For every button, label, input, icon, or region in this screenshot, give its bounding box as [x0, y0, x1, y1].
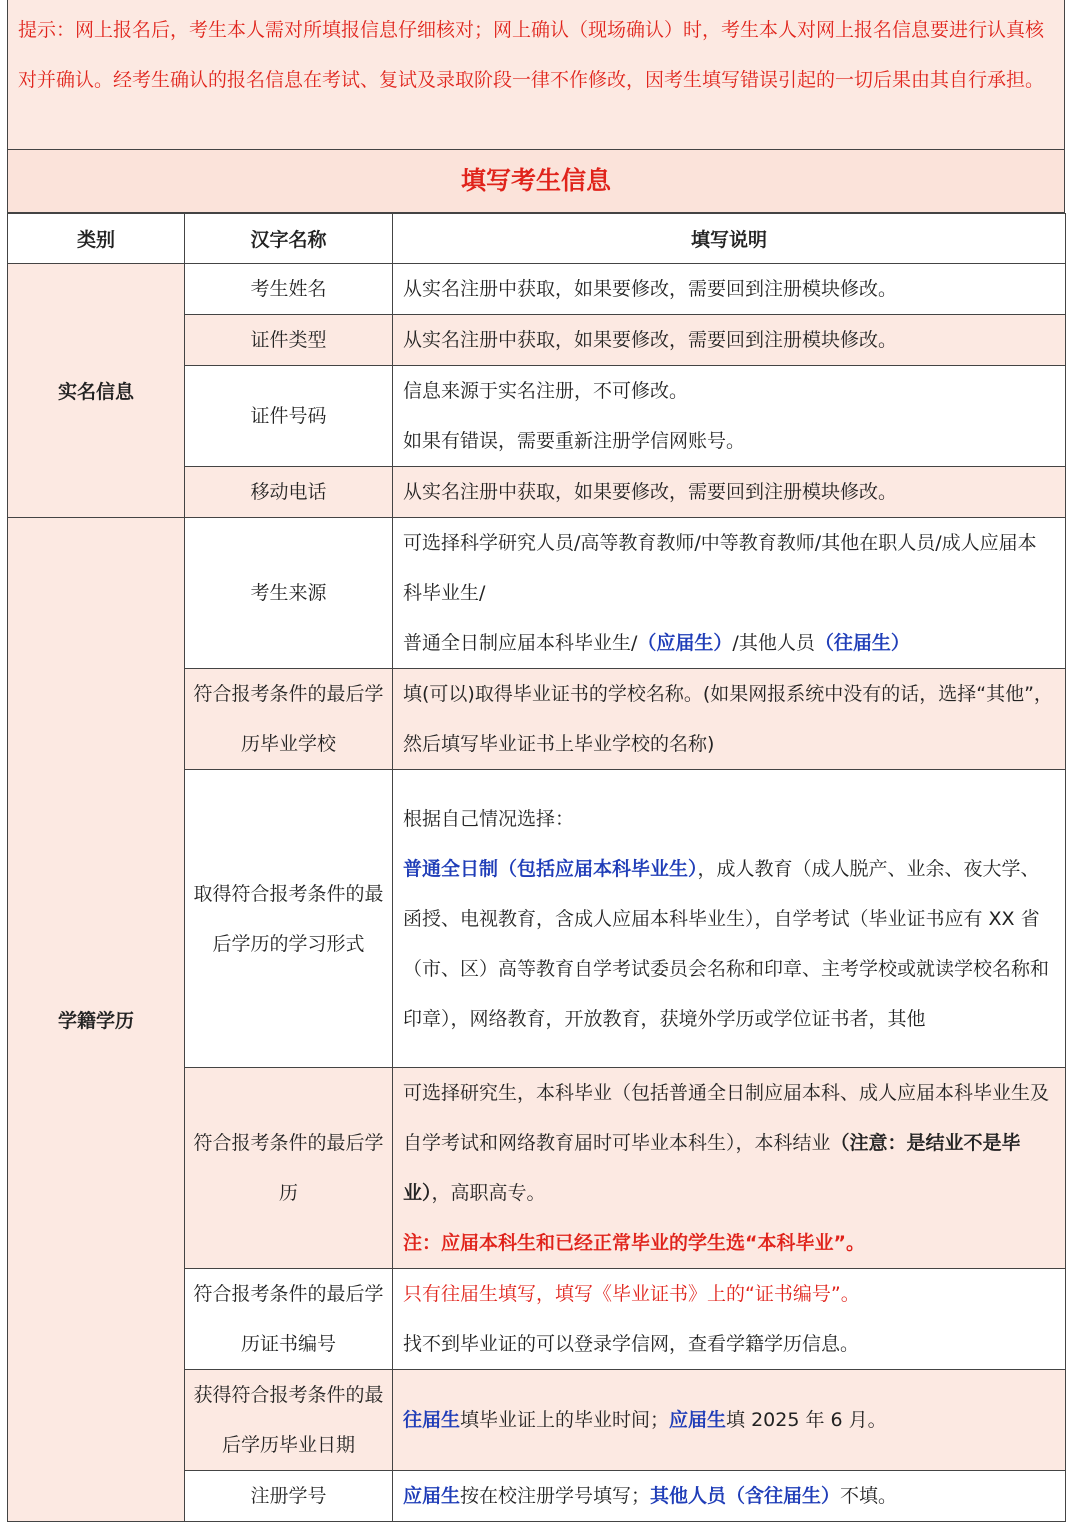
category-realname: 实名信息	[8, 264, 185, 518]
desc-highlight: 普通全日制（包括应届本科毕业生）	[403, 857, 698, 880]
desc-text: 按在校注册学号填写；	[460, 1485, 651, 1507]
field-desc	[393, 1068, 1066, 1269]
field-desc: 填(可以)取得毕业证书的学校名称。(如果网报系统中没有的话，选择“其他”，然后填写毕业证书上毕业学校的名称)	[393, 669, 1066, 770]
field-name: 符合报考条件的最后学历毕业学校	[185, 669, 393, 770]
field-name: 移动电话	[185, 467, 393, 518]
field-name: 符合报考条件的最后学历	[185, 1068, 393, 1269]
field-desc	[393, 1370, 1066, 1471]
desc-text: 可选择科学研究人员/高等教育教师/中等教育教师/其他在职人员/成人应届本科毕业生/	[403, 532, 1037, 604]
desc-text: 可选择研究生，本科毕业（包括普通全日制应届本科、成人应届本科毕业生及自学考试和网络教育届时可毕业本科生），本科结业	[403, 1082, 1050, 1154]
table-row	[8, 264, 1066, 315]
page-title: 填写考生信息	[7, 150, 1065, 213]
field-name: 注册学号	[185, 1471, 393, 1522]
desc-text: ，成人教育（成人脱产、业余、夜大学、函授、电视教育，含成人应届本科毕业生），自学考试（毕业证书应有 XX 省（市、区）高等教育自学考试委员会名称和印章、主考学校或就读学校名称和印章），网络教育，开放教育，获境外学历或学位证书者，其他	[403, 857, 1050, 1030]
notice-text: 提示：网上报名后，考生本人需对所填报信息仔细核对；网上确认（现场确认）时，考生本人对网上报名信息要进行认真核对并确认。经考生确认的报名信息在考试、复试及录取阶段一律不作修改，因考生填写错误引起的一切后果由其自行承担。	[18, 19, 1045, 91]
desc-highlight: 往届生	[403, 1409, 461, 1431]
field-desc: 从实名注册中获取，如果要修改，需要回到注册模块修改。	[393, 264, 1066, 315]
desc-line: 根据自己情况选择：	[403, 807, 575, 830]
field-desc: 从实名注册中获取，如果要修改，需要回到注册模块修改。	[393, 315, 1066, 366]
field-desc	[393, 1269, 1066, 1370]
field-name: 考生来源	[185, 518, 393, 669]
notice-box	[7, 0, 1065, 150]
desc-emphasis: （注意：是结业不是毕业）	[403, 1132, 1021, 1204]
table-row	[8, 518, 1066, 669]
field-name: 证件类型	[185, 315, 393, 366]
desc-text: 普通全日制应届本科毕业生/	[403, 632, 638, 654]
field-desc	[393, 366, 1066, 467]
field-desc	[393, 1471, 1066, 1522]
desc-text: ，高职高专。	[431, 1182, 546, 1204]
header-row	[8, 214, 1066, 264]
info-table	[7, 213, 1066, 1522]
desc-line: 信息来源于实名注册，不可修改。	[403, 380, 689, 402]
field-desc: 从实名注册中获取，如果要修改，需要回到注册模块修改。	[393, 467, 1066, 518]
header-category: 类别	[8, 214, 185, 264]
desc-line: 找不到毕业证的可以登录学信网，查看学籍学历信息。	[403, 1333, 860, 1355]
desc-highlight: 应届生	[403, 1485, 461, 1507]
field-name: 符合报考条件的最后学历证书编号	[185, 1269, 393, 1370]
field-desc	[393, 518, 1066, 669]
header-desc: 填写说明	[393, 214, 1066, 264]
desc-line: 如果有错误，需要重新注册学信网账号。	[403, 430, 746, 452]
field-name: 取得符合报考条件的最后学历的学习形式	[185, 770, 393, 1068]
desc-line: 只有往届生填写，填写《毕业证书》上的“证书编号”。	[403, 1283, 860, 1305]
desc-highlight: （应届生）	[637, 632, 733, 654]
desc-highlight: 其他人员（含往届生）	[650, 1485, 841, 1507]
field-name: 获得符合报考条件的最后学历毕业日期	[185, 1370, 393, 1471]
header-name: 汉字名称	[185, 214, 393, 264]
desc-text: 不填。	[840, 1485, 898, 1507]
desc-text: 填 2025 年 6 月。	[726, 1409, 887, 1431]
field-name: 证件号码	[185, 366, 393, 467]
field-name: 考生姓名	[185, 264, 393, 315]
field-desc	[393, 770, 1066, 1068]
category-education: 学籍学历	[8, 518, 185, 1522]
desc-text: 填毕业证上的毕业时间；	[460, 1409, 670, 1431]
desc-note: 注：应届本科生和已经正常毕业的学生选“本科毕业”。	[403, 1232, 865, 1254]
desc-highlight: （往届生）	[814, 632, 910, 654]
desc-highlight: 应届生	[669, 1409, 727, 1431]
desc-text: /其他人员	[732, 632, 815, 654]
